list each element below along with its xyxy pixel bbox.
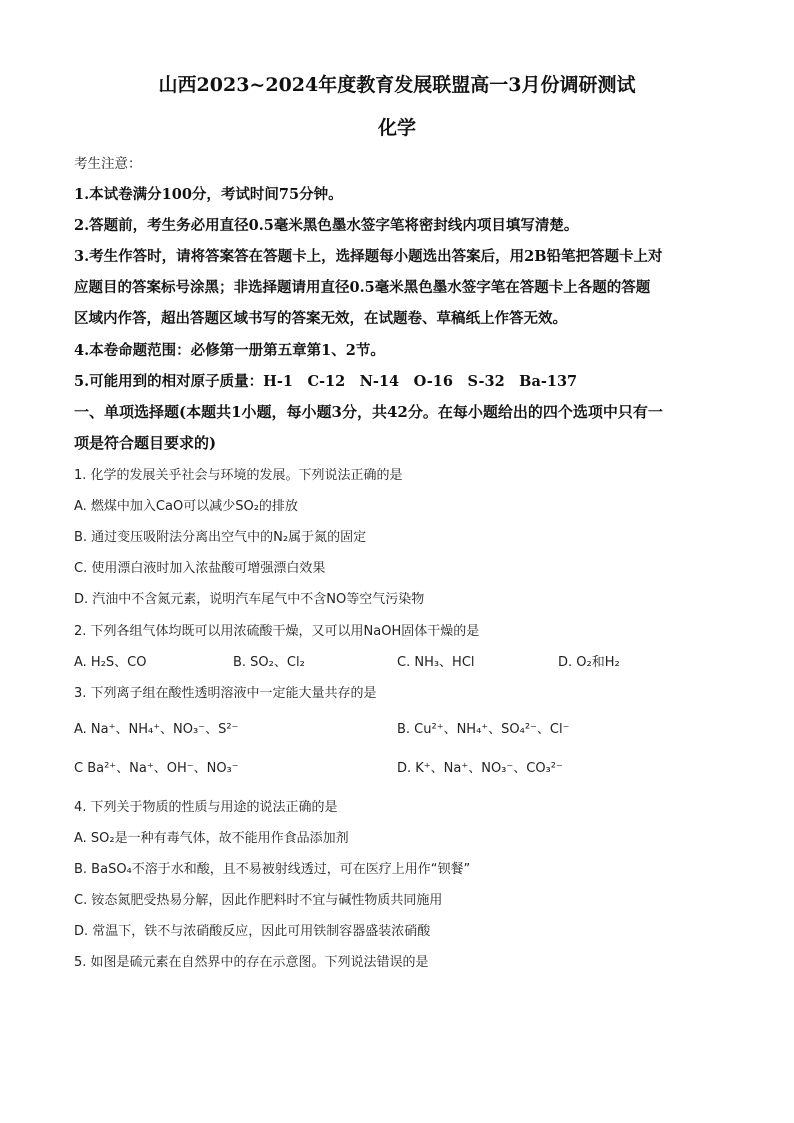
q4-option-b: B. BaSO₄不溶于水和酸，且不易被射线透过，可在医疗上用作“钡餐” <box>74 862 471 877</box>
exam-title: 山西2023~2024年度教育发展联盟高一3月份调研测试 <box>158 74 636 96</box>
q1-option-c: C. 使用漂白液时加入浓盐酸可增强漂白效果 <box>74 561 326 576</box>
q4-stem: 4. 下列关于物质的性质与用途的说法正确的是 <box>74 800 338 815</box>
notice-item-5: 5.可能用到的相对原子质量：H-1 C-12 N-14 O-16 S-32 Ba-137 <box>74 373 578 390</box>
q3-option-a: A. Na⁺、NH₄⁺、NO₃⁻、S²⁻ <box>74 722 239 737</box>
q3-stem: 3. 下列离子组在酸性透明溶液中一定能大量共存的是 <box>74 686 377 701</box>
q2-option-c: C. NH₃、HCl <box>397 655 475 670</box>
section-heading-line2: 项是符合题目要求的) <box>74 434 217 452</box>
q4-option-d: D. 常温下，铁不与浓硝酸反应，因此可用铁制容器盛装浓硝酸 <box>74 924 431 939</box>
notice-item-4: 4.本卷命题范围：必修第一册第五章第1、2节。 <box>74 342 385 359</box>
q5-stem: 5. 如图是硫元素在自然界中的存在示意图。下列说法错误的是 <box>74 955 429 970</box>
q1-stem: 1. 化学的发展关乎社会与环境的发展。下列说法正确的是 <box>74 468 403 483</box>
notice-item-3-cont2: 区域内作答，超出答题区域书写的答案无效，在试题卷、草稿纸上作答无效。 <box>74 310 567 327</box>
q4-option-c: C. 铵态氮肥受热易分解，因此作肥料时不宜与碱性物质共同施用 <box>74 893 443 908</box>
q3-option-b: B. Cu²⁺、NH₄⁺、SO₄²⁻、Cl⁻ <box>397 722 570 737</box>
q3-option-c: C Ba²⁺、Na⁺、OH⁻、NO₃⁻ <box>74 761 239 776</box>
q1-option-d: D. 汽油中不含氮元素，说明汽车尾气中不含NO等空气污染物 <box>74 592 425 607</box>
q1-option-a: A. 燃煤中加入CaO可以减少SO₂的排放 <box>74 499 298 514</box>
q2-option-d: D. O₂和H₂ <box>558 655 620 670</box>
notice-item-1: 1.本试卷满分100分，考试时间75分钟。 <box>74 186 343 203</box>
notice-item-3: 3.考生作答时，请将答案答在答题卡上，选择题每小题选出答案后，用2B铅笔把答题卡上对 <box>74 248 663 265</box>
notice-item-2: 2.答题前，考生务必用直径0.5毫米黑色墨水签字笔将密封线内项目填写清楚。 <box>74 217 579 234</box>
section-heading-line1: 一、单项选择题(本题共1小题，每小题3分，共42分。在每小题给出的四个选项中只有一 <box>74 403 663 421</box>
q2-option-b: B. SO₂、Cl₂ <box>233 655 305 670</box>
q2-option-a: A. H₂S、CO <box>74 655 147 670</box>
q4-option-a: A. SO₂是一种有毒气体，故不能用作食品添加剂 <box>74 831 349 846</box>
exam-subject: 化学 <box>377 117 416 139</box>
q2-stem: 2. 下列各组气体均既可以用浓硫酸干燥，又可以用NaOH固体干燥的是 <box>74 624 480 639</box>
q3-option-d: D. K⁺、Na⁺、NO₃⁻、CO₃²⁻ <box>397 761 563 776</box>
q1-option-b: B. 通过变压吸附法分离出空气中的N₂属于氮的固定 <box>74 530 367 545</box>
notice-item-3-cont1: 应题目的答案标号涂黑；非选择题请用直径0.5毫米黑色墨水签字笔在答题卡上各题的答题 <box>74 279 651 296</box>
notice-heading: 考生注意： <box>74 156 142 172</box>
